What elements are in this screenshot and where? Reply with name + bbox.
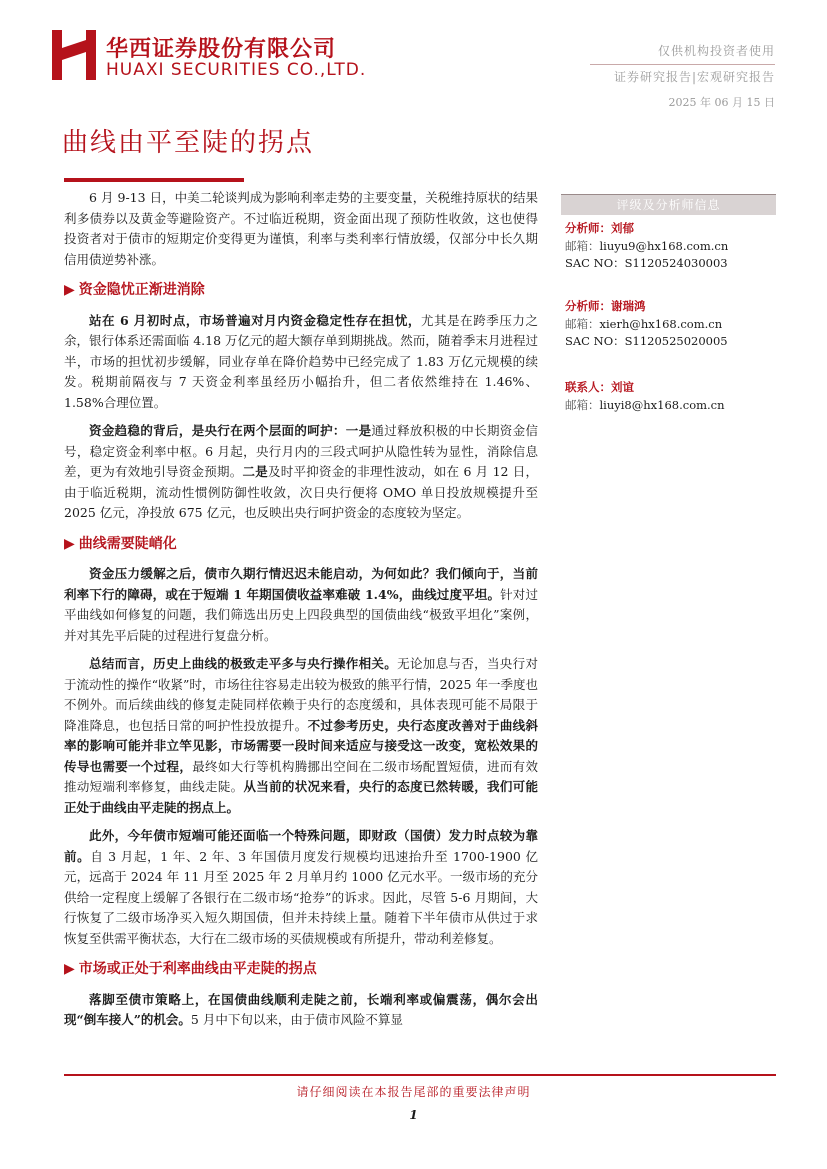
report-type: 证券研究报告|宏观研究报告	[613, 70, 775, 84]
body-text: 自 3 月起，1 年、2 年、3 年国债月度发行规模均迅速抬升至 1700-1900 亿元，远高于 2024 年 11 月至 2025 年 2 月单月约 1000 亿元水平。一级市场的充分供给一定程度上缓解了各银行在二级市场“抢券”的诉求。因此，尽管 5-6 月期间，大行恢复了二级市场净买入短久期国债，但并未持续上量。随着下半年债市从供过于求恢复至供需平衡状态，大行在二级市场的买债规模或有所提升，带动利差修复。	[64, 848, 538, 946]
analyst-sac: SAC NO：S1120525020005	[565, 334, 728, 348]
page-number: 1	[409, 1108, 418, 1122]
section-heading	[64, 959, 538, 980]
bold-lead: 落脚至债市策略上，在国债曲线顺利走陡之前，长端利率或偏震荡，偶尔会出现“倒车接人”的机会。	[64, 991, 538, 1027]
body-text: 5 月中下旬以来，由于债市风险不算显	[190, 1012, 403, 1027]
section-heading	[64, 534, 538, 555]
footer-disclaimer: 请仔细阅读在本报告尾部的重要法律声明	[296, 1085, 531, 1099]
header-divider	[590, 64, 775, 65]
email-address[interactable]: liuyi8@hx168.com.cn	[599, 397, 725, 412]
title-underline	[64, 178, 244, 182]
sidebar-heading: 评级及分析师信息	[561, 194, 776, 215]
company-name-cn: 华西证券股份有限公司	[106, 37, 337, 62]
body-paragraph	[64, 311, 538, 414]
company-name-en: HUAXI SECURITIES CO.,LTD.	[106, 60, 367, 80]
bold-lead: 资金压力缓解之后，债市久期行情迟迟未能启动，为何如此？我们倾向于，当前利率下行的障碍，或在于短端 1 年期国债收益率难破 1.4%，曲线过度平坦。	[64, 566, 538, 602]
analyst-card	[565, 379, 777, 414]
email-address[interactable]: xierh@hx168.com.cn	[599, 316, 723, 331]
body-text: 通过释放积极的中长期资金信号，稳定资金利率中枢。6 月起，央行月内的三段式呵护从隐性转为显性，消除信息差，更为有效地引导资金预期。	[64, 423, 538, 479]
analyst-card	[565, 220, 777, 273]
footer-divider	[64, 1074, 776, 1076]
email-label: 邮箱：	[565, 397, 600, 412]
triangle-bullet-icon: ▶	[64, 961, 75, 977]
body-paragraph	[64, 564, 538, 646]
section-heading-text: 曲线需要陡峭化	[78, 535, 177, 552]
email-label: 邮箱：	[565, 238, 600, 253]
analyst-role: 分析师：谢瑞鸿	[565, 299, 646, 313]
triangle-bullet-icon: ▶	[64, 282, 75, 298]
report-title: 曲线由平至陡的拐点	[62, 128, 315, 158]
analyst-email	[565, 238, 777, 256]
section-heading-text: 资金隐忧正渐进消除	[78, 282, 205, 298]
body-text: 及时平抑资金的非理性波动，如在 6 月 12 日，由于临近税期，流动性惯例防御性收敛，次日央行便将 OMO 单日投放规模提升至 2025 亿元，净投放 675 亿元，也反映出央行呵护资金的态度较为坚定。	[64, 464, 538, 520]
body-text: 最终如大行等机构腾挪出空间在二级市场配置短债，进而有效推动短端利率修复，曲线走陡。	[64, 758, 538, 794]
section-heading	[64, 280, 538, 301]
body-paragraph	[64, 826, 538, 949]
email-address[interactable]: liuyu9@hx168.com.cn	[599, 238, 729, 253]
main-column	[64, 188, 538, 1031]
body-text: 无论加息与否，当央行对于流动性的操作“收紧”时，市场往往容易走出较为极致的熊平行情，2025 年一季度也不例外。而后续曲线的修复走陡同样依赖于央行的态度缓和，具体表现可能不局限于降准降息，也包括日常的呵护性投放提升。	[64, 656, 538, 733]
body-paragraph	[64, 990, 538, 1031]
email-label: 邮箱：	[565, 316, 600, 331]
analyst-role: 联系人：刘谊	[565, 380, 634, 394]
body-text: 尤其是在跨季压力之余，银行体系还需面临 4.18 万亿元的超大额存单到期挑战。然而，随着季末月进程过半，市场的担忧初步缓解，同业存单在降价趋势中已经完成了 1.83 万亿元规模的续发。税期前隔夜与 7 天资金利率虽经历小幅抬升，但二者依然维持在 1.46%、1.58%合理位置。	[64, 312, 538, 410]
bold-lead: 从当前的状况来看，央行的态度已然转暖，我们可能正处于曲线由平走陡的拐点上。	[64, 779, 538, 815]
analyst-card	[565, 298, 777, 351]
analyst-email	[565, 316, 777, 334]
body-text: 针对过平曲线如何修复的问题，我们筛选出历史上四段典型的国债曲线“极致平坦化”案例，并对其先平后陡的过程进行复盘分析。	[64, 586, 538, 643]
report-date: 2025 年 06 月 15 日	[668, 96, 775, 109]
section-heading-text: 市场或正处于利率曲线由平走陡的拐点	[78, 961, 317, 977]
intro-paragraph: 6 月 9-13 日，中美二轮谈判成为影响利率走势的主要变量，关税维持原状的结果利多债券以及黄金等避险资产。不过临近税期，资金面出现了预防性收敛，这也使得投资者对于债市的短期定价变得更为谨慎，利率与类利率行情放缓，仅部分中长久期信用债逆势补涨。	[64, 190, 538, 267]
bold-lead: 不过参考历史，央行态度改善对于曲线斜率的影响可能并非立竿见影，市场需要一段时间来适应与接受这一改变，宽松效果的传导也需要一个过程，	[64, 717, 538, 774]
bold-lead: 此外，今年债市短端可能还面临一个特殊问题，即财政（国债）发力时点较为靠前。	[64, 828, 538, 864]
analyst-email	[565, 397, 777, 415]
analyst-sac: SAC NO：S1120524030003	[565, 256, 728, 270]
bold-lead: 资金趋稳的背后，是央行在两个层面的呵护：一是	[89, 423, 372, 438]
body-paragraph	[64, 421, 538, 524]
bold-lead: 站在 6 月初时点，市场普遍对月内资金稳定性存在担忧，	[89, 312, 421, 328]
company-logo-icon	[52, 30, 96, 80]
bold-lead: 总结而言，历史上曲线的极致走平多与央行操作相关。	[89, 656, 398, 671]
audience-note: 仅供机构投资者使用	[657, 44, 775, 58]
bold-lead: 二是	[242, 464, 268, 479]
body-paragraph	[64, 654, 538, 818]
triangle-bullet-icon: ▶	[64, 535, 75, 552]
analyst-role: 分析师：刘郁	[565, 221, 634, 235]
